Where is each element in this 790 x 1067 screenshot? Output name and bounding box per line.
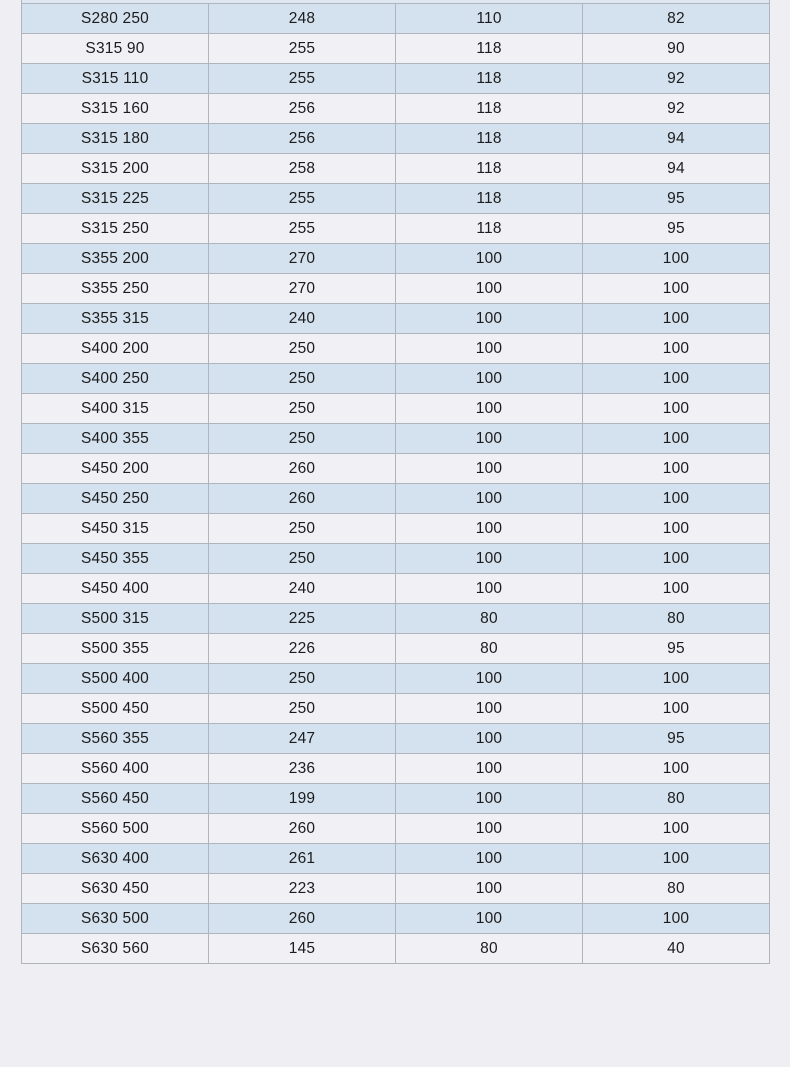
model-cell: S500 400 [22, 664, 209, 694]
value-cell: 226 [209, 634, 396, 664]
value-cell: 100 [583, 454, 770, 484]
value-cell: 260 [209, 484, 396, 514]
value-cell: 256 [209, 94, 396, 124]
value-cell: 100 [583, 394, 770, 424]
value-cell: 80 [583, 784, 770, 814]
model-cell: S500 315 [22, 604, 209, 634]
value-cell: 223 [209, 874, 396, 904]
model-cell: S400 355 [22, 424, 209, 454]
table-row [22, 454, 770, 484]
value-cell: 100 [396, 484, 583, 514]
model-cell: S400 315 [22, 394, 209, 424]
table-row [22, 214, 770, 244]
table-row [22, 784, 770, 814]
value-cell: 118 [396, 94, 583, 124]
value-cell: 260 [209, 454, 396, 484]
table-row [22, 574, 770, 604]
value-cell: 270 [209, 244, 396, 274]
table-row [22, 844, 770, 874]
value-cell: 95 [583, 184, 770, 214]
value-cell: 270 [209, 274, 396, 304]
value-cell: 260 [209, 814, 396, 844]
table-row [22, 544, 770, 574]
value-cell: 100 [396, 274, 583, 304]
spec-table-region [21, 0, 770, 964]
model-cell: S560 450 [22, 784, 209, 814]
value-cell: 100 [583, 514, 770, 544]
value-cell: 82 [583, 4, 770, 34]
value-cell: 250 [209, 394, 396, 424]
value-cell: 118 [396, 64, 583, 94]
value-cell: 100 [396, 874, 583, 904]
model-cell: S500 450 [22, 694, 209, 724]
table-row [22, 484, 770, 514]
table-row [22, 64, 770, 94]
table-row [22, 814, 770, 844]
value-cell: 100 [583, 814, 770, 844]
value-cell: 80 [396, 634, 583, 664]
value-cell: 100 [396, 514, 583, 544]
value-cell: 250 [209, 664, 396, 694]
value-cell: 100 [396, 544, 583, 574]
table-row [22, 364, 770, 394]
value-cell: 145 [209, 934, 396, 964]
model-cell: S630 560 [22, 934, 209, 964]
value-cell: 261 [209, 844, 396, 874]
value-cell: 100 [396, 304, 583, 334]
value-cell: 95 [583, 724, 770, 754]
table-row [22, 934, 770, 964]
value-cell: 258 [209, 154, 396, 184]
value-cell: 118 [396, 124, 583, 154]
value-cell: 100 [396, 724, 583, 754]
table-row [22, 394, 770, 424]
value-cell: 248 [209, 4, 396, 34]
table-row [22, 904, 770, 934]
value-cell: 110 [396, 4, 583, 34]
model-cell: S560 500 [22, 814, 209, 844]
value-cell: 250 [209, 424, 396, 454]
table-row [22, 184, 770, 214]
model-cell: S400 200 [22, 334, 209, 364]
table-row [22, 754, 770, 784]
value-cell: 100 [396, 814, 583, 844]
value-cell: 100 [583, 754, 770, 784]
model-cell: S630 400 [22, 844, 209, 874]
value-cell: 236 [209, 754, 396, 784]
value-cell: 247 [209, 724, 396, 754]
value-cell: 100 [396, 844, 583, 874]
model-cell: S560 400 [22, 754, 209, 784]
model-cell: S315 110 [22, 64, 209, 94]
value-cell: 100 [396, 904, 583, 934]
value-cell: 100 [583, 904, 770, 934]
table-row [22, 124, 770, 154]
table-row [22, 634, 770, 664]
value-cell: 94 [583, 154, 770, 184]
value-cell: 100 [396, 454, 583, 484]
value-cell: 250 [209, 694, 396, 724]
table-row [22, 34, 770, 64]
model-cell: S315 200 [22, 154, 209, 184]
table-row [22, 334, 770, 364]
value-cell: 80 [396, 604, 583, 634]
model-cell: S450 400 [22, 574, 209, 604]
model-cell: S315 225 [22, 184, 209, 214]
model-cell: S500 355 [22, 634, 209, 664]
value-cell: 100 [583, 844, 770, 874]
value-cell: 100 [396, 244, 583, 274]
value-cell: 100 [583, 334, 770, 364]
value-cell: 40 [583, 934, 770, 964]
value-cell: 250 [209, 334, 396, 364]
value-cell: 100 [583, 664, 770, 694]
value-cell: 250 [209, 364, 396, 394]
value-cell: 100 [583, 694, 770, 724]
value-cell: 100 [396, 694, 583, 724]
model-cell: S355 315 [22, 304, 209, 334]
model-cell: S315 250 [22, 214, 209, 244]
value-cell: 225 [209, 604, 396, 634]
table-row [22, 424, 770, 454]
value-cell: 118 [396, 154, 583, 184]
value-cell: 90 [583, 34, 770, 64]
model-cell: S315 90 [22, 34, 209, 64]
model-cell: S450 315 [22, 514, 209, 544]
value-cell: 255 [209, 214, 396, 244]
value-cell: 100 [396, 574, 583, 604]
table-row [22, 664, 770, 694]
model-cell: S355 250 [22, 274, 209, 304]
table-row [22, 4, 770, 34]
value-cell: 118 [396, 214, 583, 244]
model-cell: S315 180 [22, 124, 209, 154]
value-cell: 100 [396, 784, 583, 814]
value-cell: 256 [209, 124, 396, 154]
model-cell: S560 355 [22, 724, 209, 754]
model-cell: S630 450 [22, 874, 209, 904]
model-cell: S315 160 [22, 94, 209, 124]
value-cell: 80 [583, 604, 770, 634]
table-row [22, 154, 770, 184]
value-cell: 100 [396, 334, 583, 364]
model-cell: S280 250 [22, 4, 209, 34]
value-cell: 100 [583, 244, 770, 274]
table-row [22, 874, 770, 904]
value-cell: 92 [583, 94, 770, 124]
value-cell: 100 [583, 274, 770, 304]
value-cell: 118 [396, 184, 583, 214]
value-cell: 100 [396, 424, 583, 454]
table-row [22, 724, 770, 754]
value-cell: 100 [396, 364, 583, 394]
spec-table [21, 3, 770, 964]
value-cell: 92 [583, 64, 770, 94]
value-cell: 255 [209, 34, 396, 64]
value-cell: 260 [209, 904, 396, 934]
value-cell: 250 [209, 544, 396, 574]
table-row [22, 514, 770, 544]
value-cell: 100 [396, 664, 583, 694]
value-cell: 240 [209, 574, 396, 604]
value-cell: 250 [209, 514, 396, 544]
table-row [22, 94, 770, 124]
value-cell: 118 [396, 34, 583, 64]
table-row [22, 694, 770, 724]
value-cell: 80 [583, 874, 770, 904]
value-cell: 94 [583, 124, 770, 154]
model-cell: S400 250 [22, 364, 209, 394]
model-cell: S630 500 [22, 904, 209, 934]
value-cell: 80 [396, 934, 583, 964]
value-cell: 255 [209, 64, 396, 94]
value-cell: 100 [583, 544, 770, 574]
value-cell: 95 [583, 634, 770, 664]
value-cell: 199 [209, 784, 396, 814]
value-cell: 100 [583, 424, 770, 454]
value-cell: 95 [583, 214, 770, 244]
value-cell: 100 [583, 484, 770, 514]
spec-table-body [22, 4, 770, 964]
value-cell: 100 [396, 754, 583, 784]
model-cell: S450 250 [22, 484, 209, 514]
table-row [22, 274, 770, 304]
value-cell: 100 [583, 304, 770, 334]
value-cell: 100 [583, 574, 770, 604]
value-cell: 240 [209, 304, 396, 334]
table-row [22, 604, 770, 634]
value-cell: 255 [209, 184, 396, 214]
value-cell: 100 [396, 394, 583, 424]
model-cell: S450 200 [22, 454, 209, 484]
value-cell: 100 [583, 364, 770, 394]
model-cell: S450 355 [22, 544, 209, 574]
table-row [22, 304, 770, 334]
table-row [22, 244, 770, 274]
model-cell: S355 200 [22, 244, 209, 274]
